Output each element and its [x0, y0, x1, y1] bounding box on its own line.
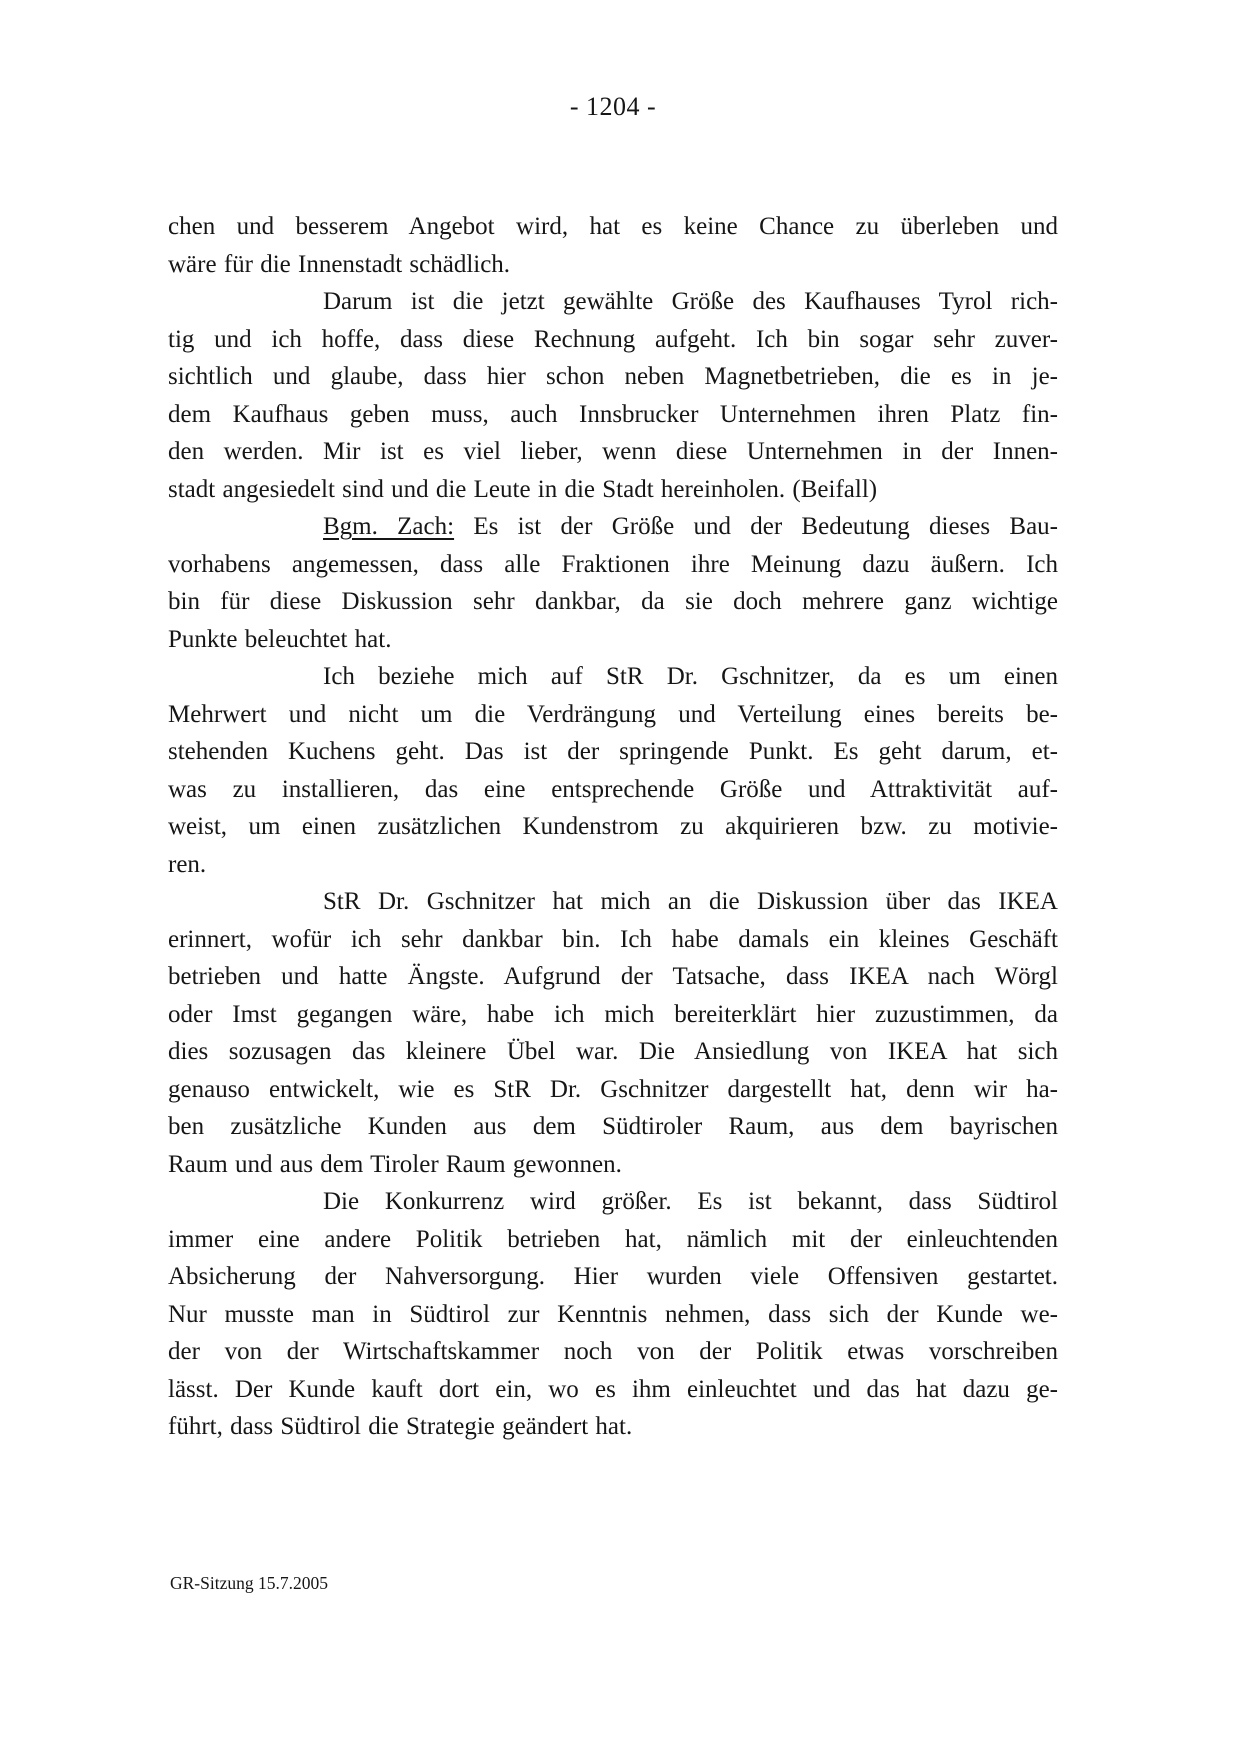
text-line: bin für diese Diskussion sehr dankbar, da sie doch mehrere ganz wichtige	[168, 588, 1058, 615]
text-line: Mehrwert und nicht um die Verdrängung und Verteilung eines bereits be-	[168, 700, 1058, 728]
text-line: stehenden Kuchens geht. Das ist der springende Punkt. Es geht darum, et-	[168, 738, 1058, 765]
text-line: ren.	[168, 850, 207, 878]
paragraph	[168, 658, 1058, 883]
text-line: der von der Wirtschaftskammer noch von der Politik etwas vorschreiben	[168, 1338, 1058, 1365]
page-number: - 1204 -	[569, 92, 657, 121]
paragraph	[168, 1183, 1058, 1446]
text-line: Nur musste man in Südtirol zur Kenntnis nehmen, dass sich der Kunde we-	[168, 1300, 1058, 1328]
text-line: immer eine andere Politik betrieben hat, nämlich mit der einleuchtenden	[168, 1225, 1058, 1253]
text-line: lässt. Der Kunde kauft dort ein, wo es ihm einleuchtet und das hat dazu ge-	[168, 1375, 1058, 1403]
text-line: Die Konkurrenz wird größer. Es ist bekannt, dass Südtirol	[323, 1188, 1058, 1215]
text-line: wäre für die Innenstadt schädlich.	[168, 250, 511, 278]
text-line: Ich beziehe mich auf StR Dr. Gschnitzer, da es um einen	[323, 663, 1058, 690]
document-body	[168, 208, 1058, 1446]
paragraph	[168, 883, 1058, 1183]
text-line: genauso entwickelt, wie es StR Dr. Gschnitzer dargestellt hat, denn wir ha-	[168, 1075, 1058, 1103]
text-line: oder Imst gegangen wäre, habe ich mich bereiterklärt hier zuzustimmen, da	[168, 1000, 1058, 1028]
text-line: dem Kaufhaus geben muss, auch Innsbrucker Unternehmen ihren Platz fin-	[168, 400, 1058, 428]
text-line: stadt angesiedelt sind und die Leute in die Stadt hereinholen. (Beifall)	[168, 475, 878, 503]
paragraph	[168, 508, 1058, 658]
text-line: Punkte beleuchtet hat.	[168, 625, 392, 653]
text-line: chen und besserem Angebot wird, hat es keine Chance zu überleben und	[168, 213, 1058, 240]
paragraph	[168, 208, 1058, 283]
text-line: erinnert, wofür ich sehr dankbar bin. Ich habe damals ein kleines Geschäft	[168, 925, 1058, 953]
text-line: Darum ist die jetzt gewählte Größe des Kaufhauses Tyrol rich-	[323, 288, 1058, 315]
footer-label: GR-Sitzung 15.7.2005	[170, 1573, 328, 1593]
paragraph	[168, 283, 1058, 508]
text-line: StR Dr. Gschnitzer hat mich an die Diskussion über das IKEA	[323, 888, 1058, 915]
text-line: Absicherung der Nahversorgung. Hier wurden viele Offensiven gestartet.	[168, 1263, 1058, 1290]
text-line: was zu installieren, das eine entsprechende Größe und Attraktivität auf-	[168, 775, 1058, 803]
text-line: sichtlich und glaube, dass hier schon neben Magnetbetrieben, die es in je-	[168, 363, 1058, 390]
text-line: weist, um einen zusätzlichen Kundenstrom zu akquirieren bzw. zu motivie-	[168, 813, 1058, 840]
text-line: dies sozusagen das kleinere Übel war. Die Ansiedlung von IKEA hat sich	[168, 1038, 1058, 1065]
speaker-name: Bgm. Zach:	[323, 513, 455, 540]
text-line: Bgm. Zach: Es ist der Größe und der Bedeutung dieses Bau-	[323, 513, 1058, 540]
text-line: führt, dass Südtirol die Strategie geändert hat.	[168, 1413, 633, 1440]
text-line: vorhabens angemessen, dass alle Fraktionen ihre Meinung dazu äußern. Ich	[168, 550, 1058, 578]
text-line: tig und ich hoffe, dass diese Rechnung aufgeht. Ich bin sogar sehr zuver-	[168, 325, 1058, 353]
text-line: ben zusätzliche Kunden aus dem Südtiroler Raum, aus dem bayrischen	[168, 1113, 1058, 1140]
text-line: betrieben und hatte Ängste. Aufgrund der Tatsache, dass IKEA nach Wörgl	[168, 963, 1058, 990]
text-line: den werden. Mir ist es viel lieber, wenn diese Unternehmen in der Innen-	[168, 438, 1058, 465]
text-line: Raum und aus dem Tiroler Raum gewonnen.	[168, 1150, 622, 1178]
